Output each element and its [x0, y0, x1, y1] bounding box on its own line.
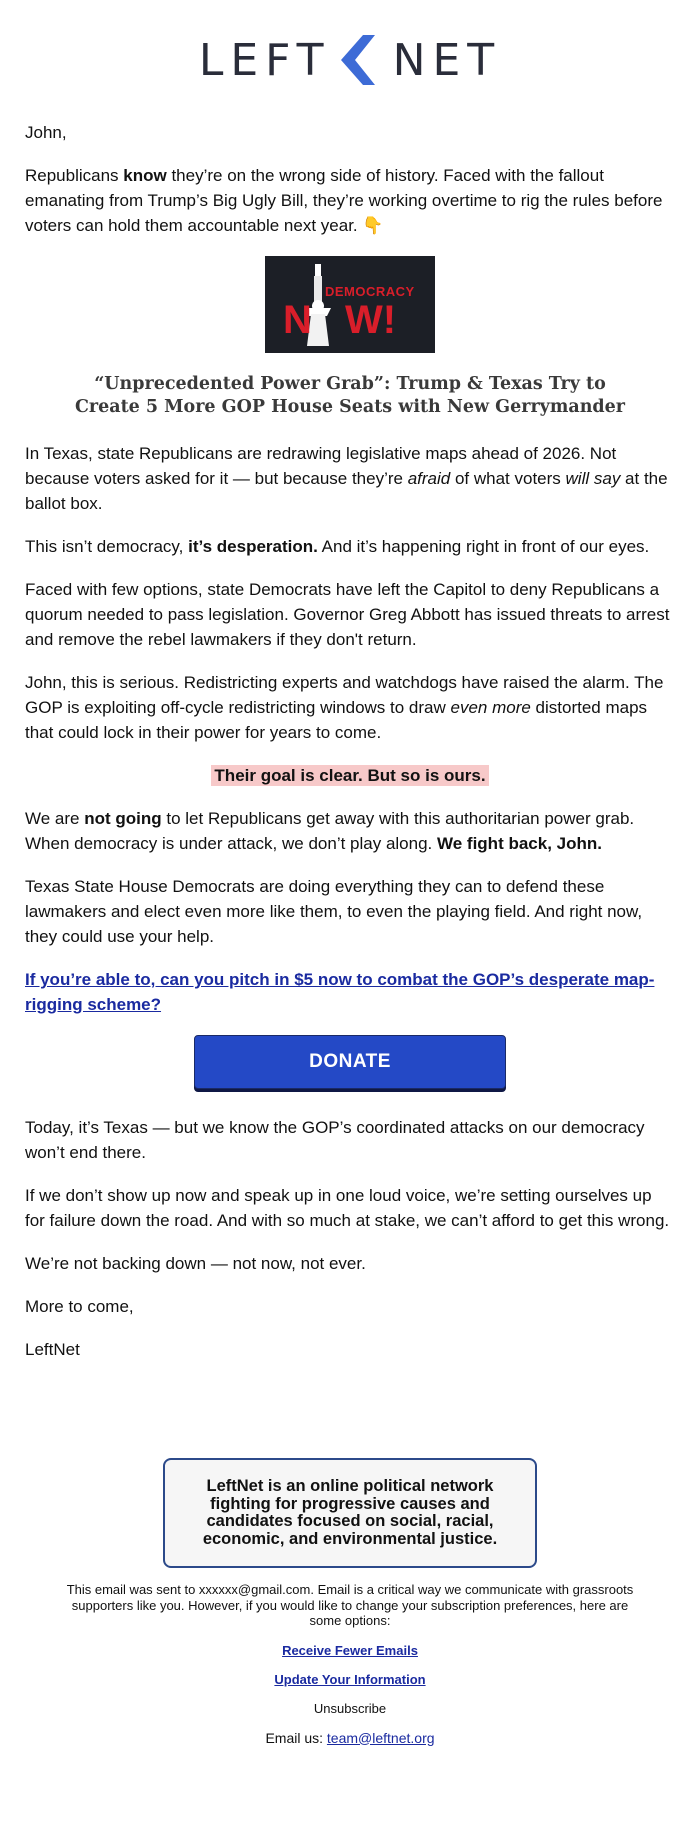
mission-box: LeftNet is an online political network fighting for progressive causes and candidates focused on social, racial, economic, and environmental justice. [163, 1458, 537, 1568]
paragraph-6: We are not going to let Republicans get away with this authoritarian power grab. When democracy is under attack, we don’t play along. We fight back, John. [25, 809, 635, 853]
logo-n-text: N [283, 298, 312, 342]
highlight-statement: Their goal is clear. But so is ours. [25, 763, 675, 788]
subscription-notice: This email was sent to xxxxxx@gmail.com. Email is a critical way we communicate with grassroots supporters like you. However, if you would like to change your subscription preferences, here are some options: [66, 1582, 634, 1628]
contact-email: Email us: team@leftnet.org [265, 1729, 435, 1746]
signature: LeftNet [25, 1340, 80, 1359]
footer [0, 1458, 700, 1746]
logo-left-text: LEFT [198, 34, 331, 86]
news-caption: “Unprecedented Power Grab”: Trump & Texas Try to Create 5 More GOP House Seats with New Gerrymander [74, 374, 626, 417]
logo-right-text: NET [392, 34, 502, 86]
unsubscribe-link[interactable]: Unsubscribe [313, 1700, 387, 1716]
paragraph-4: Faced with few options, state Democrats have left the Capitol to deny Republicans a quorum needed to pass legislation. Governor Greg Abbott has issued threats to arrest and remove the rebel lawmakers if they don't return. [25, 580, 670, 649]
paragraph-9: If we don’t show up now and speak up in one loud voice, we’re setting ourselves up for failure down the road. And with so much at stake, we can’t afford to get this wrong. [25, 1186, 670, 1230]
paragraph-10: We’re not backing down — not now, not ever. [25, 1254, 366, 1273]
update-information-link[interactable]: Update Your Information [274, 1671, 426, 1687]
democracy-now-logo [265, 256, 435, 353]
logo-democracy-text: DEMOCRACY [325, 284, 415, 299]
paragraph-2: In Texas, state Republicans are redrawing legislative maps ahead of 2026. Not because voters asked for it — but because they’re afraid of what voters will say at the ballot box. [25, 444, 668, 513]
greeting: John, [25, 123, 67, 142]
news-image[interactable] [25, 256, 675, 419]
paragraph-7: Texas State House Democrats are doing everything they can to defend these lawmakers and elect even more like them, to even the playing field. And right now, they could use your help. [25, 877, 643, 946]
donate-button[interactable]: DONATE [194, 1035, 506, 1089]
closing: More to come, [25, 1297, 134, 1316]
donation-ask-link[interactable]: If you’re able to, can you pitch in $5 now to combat the GOP’s desperate map-rigging scheme? [25, 970, 655, 1014]
paragraph-8: Today, it’s Texas — but we know the GOP’s coordinated attacks on our democracy won’t end there. [25, 1118, 645, 1162]
paragraph-1: Republicans know they’re on the wrong side of history. Faced with the fallout emanating from Trump’s Big Ugly Bill, they’re working overtime to rig the rules before voters can hold them accountable next year. 👇 [25, 166, 663, 235]
receive-fewer-emails-link[interactable]: Receive Fewer Emails [282, 1642, 418, 1658]
paragraph-5: John, this is serious. Redistricting experts and watchdogs have raised the alarm. The GOP is exploiting off-cycle redistricting windows to draw even more distorted maps that could lock in their power for years to come. [25, 673, 664, 742]
email-address-link[interactable]: team@leftnet.org [326, 1729, 435, 1746]
email-content [0, 120, 700, 1362]
chevron-left-icon [341, 35, 375, 85]
leftnet-logo[interactable] [0, 0, 700, 120]
logo-w-text: W! [345, 298, 397, 342]
paragraph-3: This isn’t democracy, it’s desperation. And it’s happening right in front of our eyes. [25, 537, 650, 556]
